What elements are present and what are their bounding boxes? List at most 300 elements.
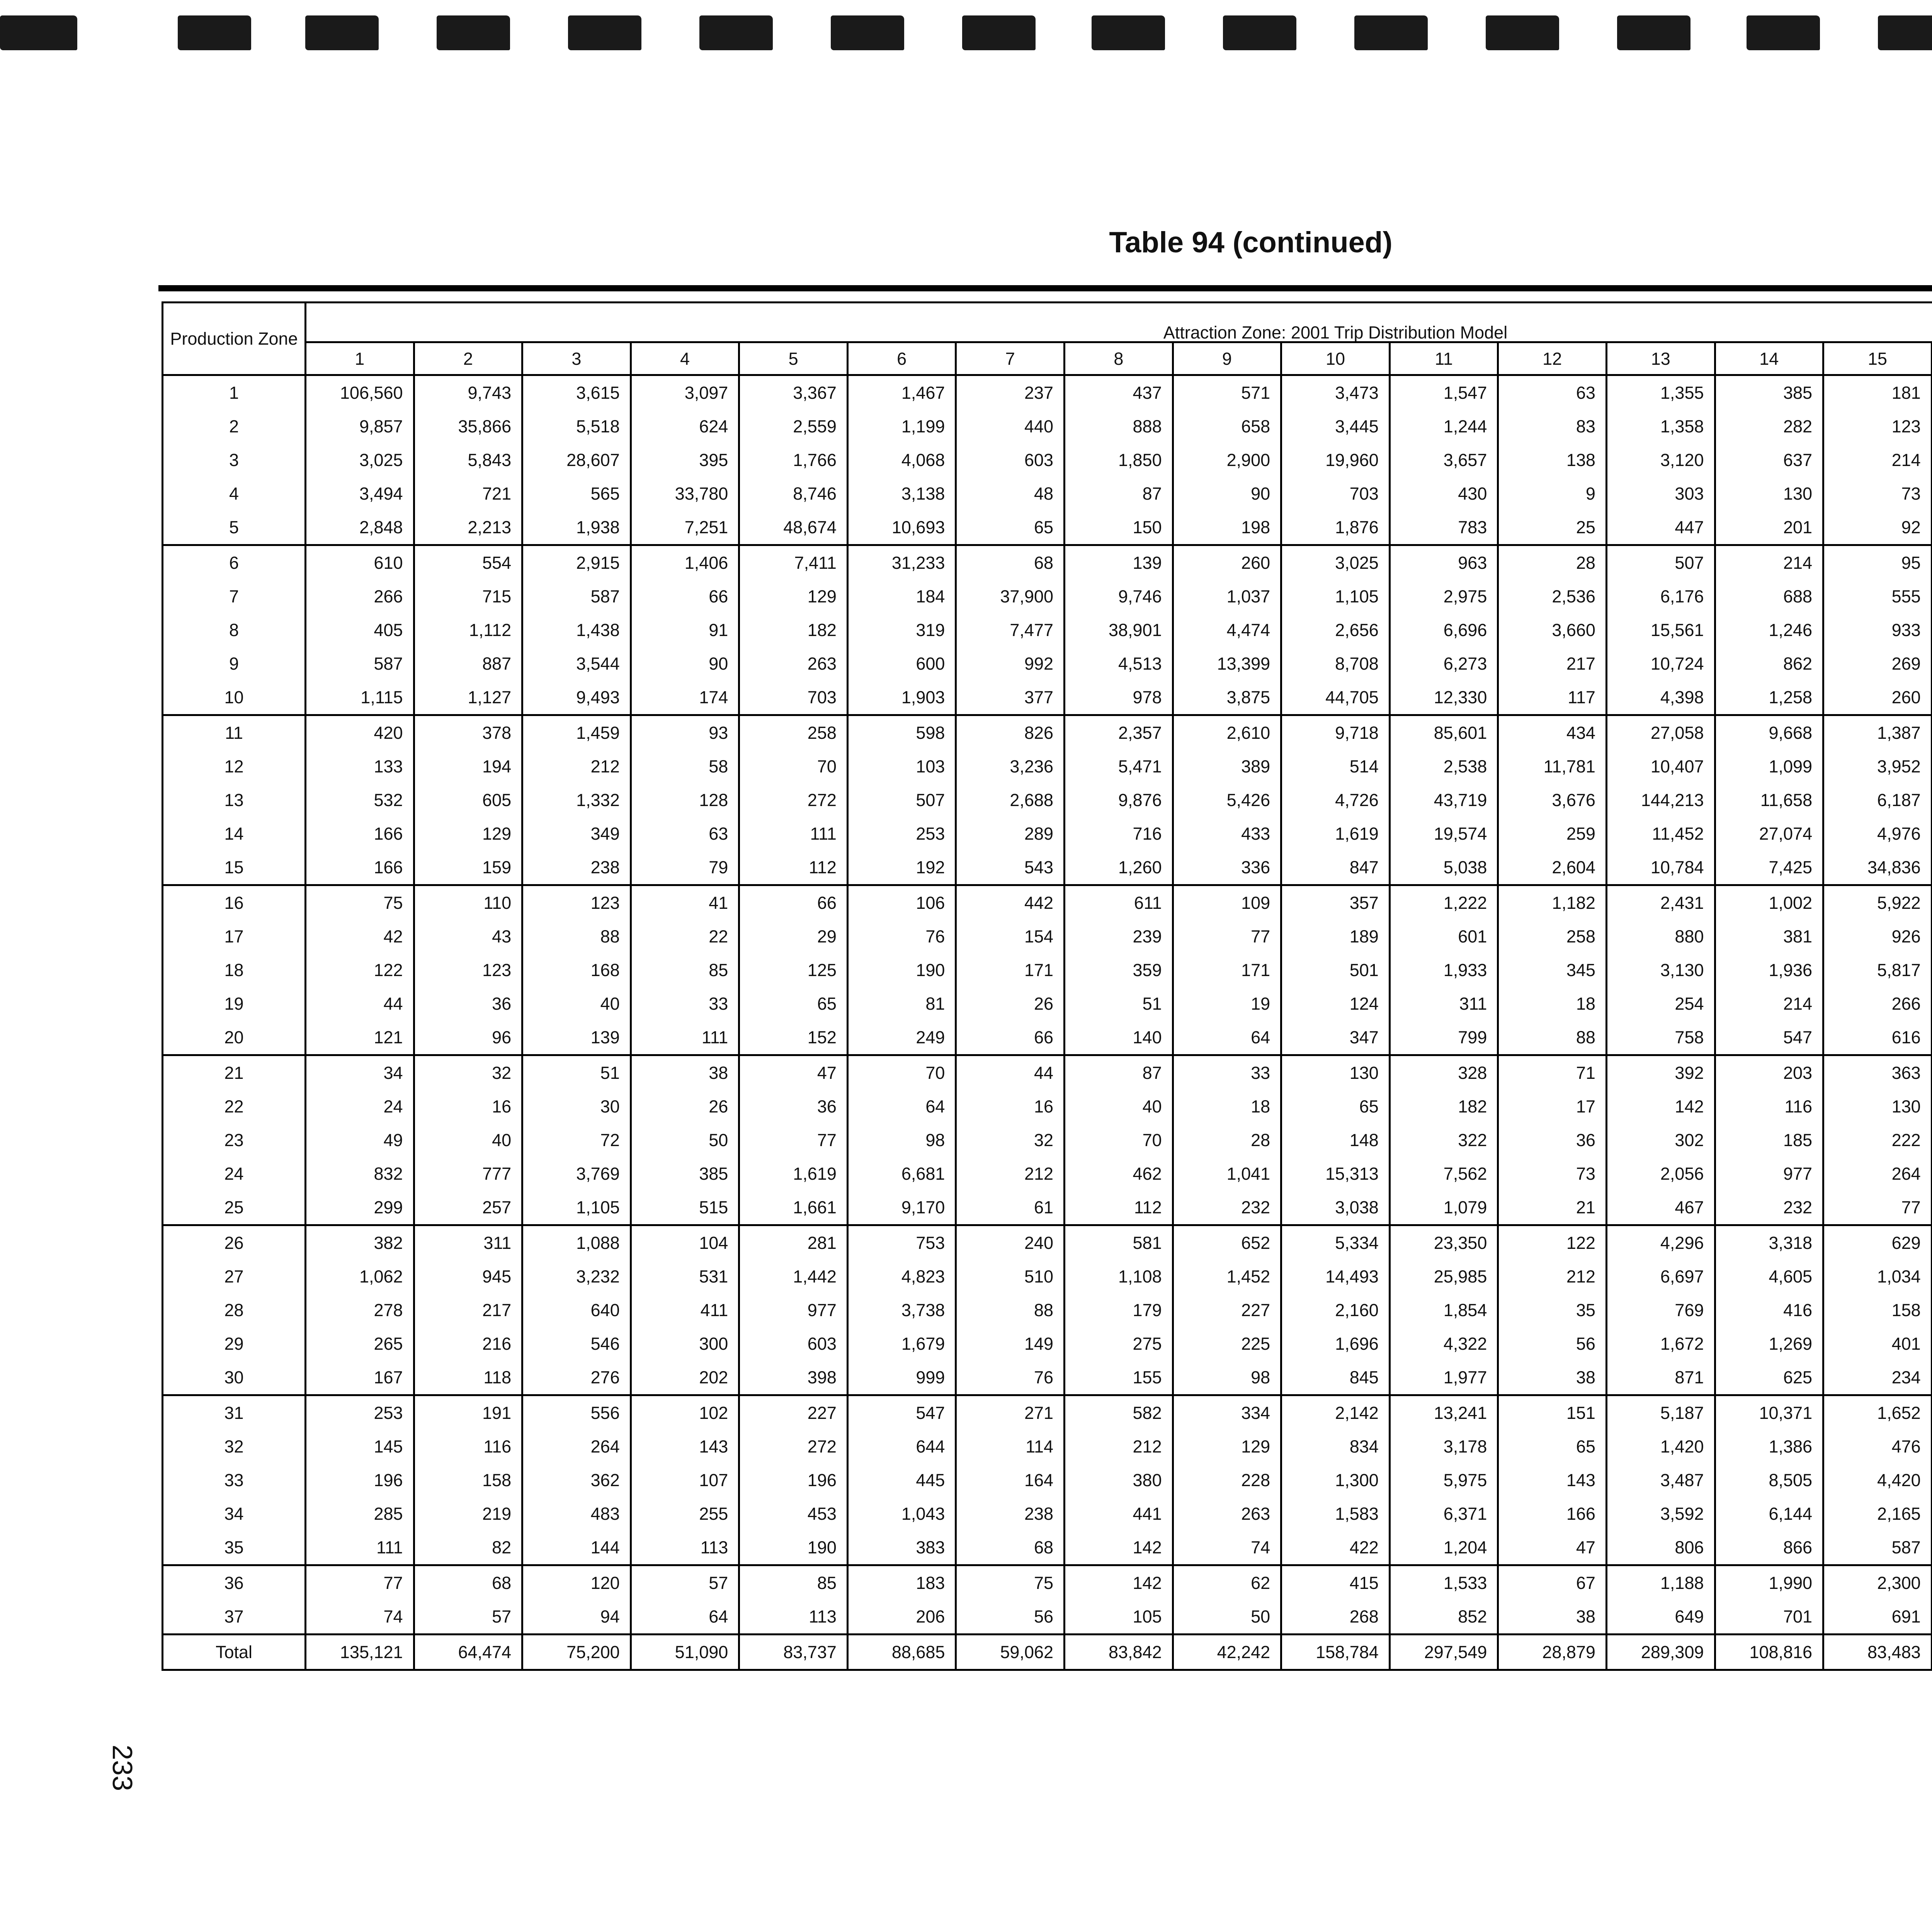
trip-count-cell: 1,041 <box>1173 1157 1281 1191</box>
trip-count-cell: 33 <box>1173 1055 1281 1090</box>
binding-hole <box>1878 15 1932 50</box>
trip-count-cell: 171 <box>956 953 1065 987</box>
table-row <box>163 1395 1932 1430</box>
trip-count-cell: 94 <box>522 1600 631 1635</box>
trip-count-cell: 1,696 <box>1281 1327 1390 1361</box>
table-row <box>163 1225 1932 1260</box>
trip-count-cell: 17 <box>1498 1090 1607 1123</box>
trip-count-cell: 48,674 <box>739 510 848 545</box>
trip-count-cell: 385 <box>631 1157 739 1191</box>
table-row <box>163 885 1932 920</box>
trip-count-cell: 1,467 <box>847 375 956 410</box>
trip-count-cell: 57 <box>414 1600 522 1635</box>
trip-count-cell: 166 <box>306 850 414 885</box>
trip-count-cell: 3,660 <box>1498 613 1607 647</box>
table-row <box>163 1260 1932 1293</box>
trip-count-cell: 6,371 <box>1389 1497 1498 1531</box>
trip-count-cell: 50 <box>631 1123 739 1157</box>
trip-count-cell: 4,726 <box>1281 783 1390 817</box>
trip-count-cell: 154 <box>956 920 1065 953</box>
trip-count-cell: 258 <box>1498 920 1607 953</box>
production-zone-cell: 33 <box>163 1463 306 1497</box>
table-row <box>163 1090 1932 1123</box>
trip-count-cell: 184 <box>847 580 956 613</box>
trip-count-cell: 381 <box>1715 920 1823 953</box>
trip-count-cell: 68 <box>956 545 1065 580</box>
trip-count-cell: 10,784 <box>1606 850 1715 885</box>
trip-count-cell: 73 <box>1823 477 1932 510</box>
trip-count-cell: 14,493 <box>1281 1260 1390 1293</box>
trip-count-cell: 32 <box>956 1123 1065 1157</box>
trip-count-cell: 1,099 <box>1715 750 1823 783</box>
trip-count-cell: 88 <box>1498 1021 1607 1055</box>
trip-count-cell: 35 <box>1498 1293 1607 1327</box>
table-row <box>163 375 1932 410</box>
trip-count-cell: 3,120 <box>1606 443 1715 477</box>
column-header: 13 <box>1606 342 1715 375</box>
trip-count-cell: 13,399 <box>1173 647 1281 680</box>
trip-count-cell: 703 <box>739 680 848 715</box>
column-header: 7 <box>956 342 1065 375</box>
trip-count-cell: 1,619 <box>1281 817 1390 850</box>
trip-count-cell: 29 <box>739 920 848 953</box>
trip-count-cell: 1,105 <box>1281 580 1390 613</box>
trip-count-cell: 311 <box>1389 987 1498 1021</box>
trip-count-cell: 380 <box>1065 1463 1173 1497</box>
trip-count-cell: 285 <box>306 1497 414 1531</box>
trip-count-cell: 96 <box>414 1021 522 1055</box>
trip-count-cell: 4,420 <box>1823 1463 1932 1497</box>
trip-count-cell: 61 <box>956 1191 1065 1225</box>
table-row <box>163 1565 1932 1600</box>
trip-count-cell: 91 <box>631 613 739 647</box>
trip-count-cell: 637 <box>1715 443 1823 477</box>
trip-count-cell: 25 <box>1498 510 1607 545</box>
trip-count-cell: 445 <box>847 1463 956 1497</box>
trip-count-cell: 1,260 <box>1065 850 1173 885</box>
trip-count-cell: 600 <box>847 647 956 680</box>
trip-count-cell: 1,199 <box>847 410 956 443</box>
trip-count-cell: 1,062 <box>306 1260 414 1293</box>
trip-count-cell: 24 <box>306 1090 414 1123</box>
trip-count-cell: 806 <box>1606 1531 1715 1565</box>
trip-count-cell: 2,915 <box>522 545 631 580</box>
trip-count-cell: 6,681 <box>847 1157 956 1191</box>
column-header: 1 <box>306 342 414 375</box>
trip-count-cell: 753 <box>847 1225 956 1260</box>
trip-count-cell: 601 <box>1389 920 1498 953</box>
trip-count-cell: 271 <box>956 1395 1065 1430</box>
trip-count-cell: 179 <box>1065 1293 1173 1327</box>
trip-count-cell: 546 <box>522 1327 631 1361</box>
trip-count-cell: 71 <box>1498 1055 1607 1090</box>
trip-count-cell: 258 <box>739 715 848 750</box>
table-row <box>163 510 1932 545</box>
trip-count-cell: 264 <box>1823 1157 1932 1191</box>
column-header: 6 <box>847 342 956 375</box>
trip-count-cell: 467 <box>1606 1191 1715 1225</box>
trip-count-cell: 129 <box>414 817 522 850</box>
trip-count-cell: 462 <box>1065 1157 1173 1191</box>
trip-count-cell: 90 <box>1173 477 1281 510</box>
trip-count-cell: 10,407 <box>1606 750 1715 783</box>
trip-count-cell: 196 <box>306 1463 414 1497</box>
trip-count-cell: 225 <box>1173 1327 1281 1361</box>
production-zone-cell: 11 <box>163 715 306 750</box>
trip-count-cell: 185 <box>1715 1123 1823 1157</box>
trip-count-cell: 18 <box>1173 1090 1281 1123</box>
column-header: 10 <box>1281 342 1390 375</box>
trip-count-cell: 1,115 <box>306 680 414 715</box>
total-cell: 59,062 <box>956 1635 1065 1670</box>
production-zone-cell: 7 <box>163 580 306 613</box>
trip-count-cell: 64 <box>631 1600 739 1635</box>
trip-count-cell: 289 <box>956 817 1065 850</box>
trip-count-cell: 2,604 <box>1498 850 1607 885</box>
trip-count-cell: 58 <box>631 750 739 783</box>
production-zone-cell: 26 <box>163 1225 306 1260</box>
trip-count-cell: 349 <box>522 817 631 850</box>
trip-count-cell: 871 <box>1606 1361 1715 1395</box>
trip-count-cell: 1,043 <box>847 1497 956 1531</box>
trip-count-cell: 10,724 <box>1606 647 1715 680</box>
trip-count-cell: 102 <box>631 1395 739 1430</box>
trip-count-cell: 265 <box>306 1327 414 1361</box>
trip-count-cell: 4,823 <box>847 1260 956 1293</box>
trip-count-cell: 198 <box>1173 510 1281 545</box>
total-cell: 108,816 <box>1715 1635 1823 1670</box>
trip-count-cell: 5,922 <box>1823 885 1932 920</box>
trip-count-cell: 300 <box>631 1327 739 1361</box>
production-zone-header: Production Zone <box>163 303 306 375</box>
column-header: 4 <box>631 342 739 375</box>
trip-count-cell: 212 <box>522 750 631 783</box>
trip-count-cell: 16 <box>414 1090 522 1123</box>
trip-count-cell: 357 <box>1281 885 1390 920</box>
table-row <box>163 410 1932 443</box>
trip-count-cell: 111 <box>631 1021 739 1055</box>
trip-count-cell: 5,975 <box>1389 1463 1498 1497</box>
trip-count-cell: 336 <box>1173 850 1281 885</box>
trip-count-cell: 640 <box>522 1293 631 1327</box>
trip-count-cell: 227 <box>1173 1293 1281 1327</box>
table-body <box>163 375 1932 1670</box>
trip-count-cell: 1,108 <box>1065 1260 1173 1293</box>
trip-count-cell: 447 <box>1606 510 1715 545</box>
trip-count-cell: 253 <box>847 817 956 850</box>
trip-count-cell: 219 <box>414 1497 522 1531</box>
trip-count-cell: 1,188 <box>1606 1565 1715 1600</box>
trip-count-cell: 992 <box>956 647 1065 680</box>
trip-count-cell: 27,058 <box>1606 715 1715 750</box>
trip-count-cell: 11,658 <box>1715 783 1823 817</box>
trip-count-cell: 1,977 <box>1389 1361 1498 1395</box>
trip-count-cell: 777 <box>414 1157 522 1191</box>
trip-count-cell: 107 <box>631 1463 739 1497</box>
trip-count-cell: 85,601 <box>1389 715 1498 750</box>
trip-count-cell: 1,204 <box>1389 1531 1498 1565</box>
trip-count-cell: 483 <box>522 1497 631 1531</box>
trip-count-cell: 7,425 <box>1715 850 1823 885</box>
trip-count-cell: 587 <box>306 647 414 680</box>
trip-count-cell: 77 <box>739 1123 848 1157</box>
trip-count-cell: 3,318 <box>1715 1225 1823 1260</box>
trip-count-cell: 257 <box>414 1191 522 1225</box>
trip-count-cell: 1,406 <box>631 545 739 580</box>
production-zone-cell: 13 <box>163 783 306 817</box>
trip-count-cell: 2,848 <box>306 510 414 545</box>
trip-count-cell: 281 <box>739 1225 848 1260</box>
trip-count-cell: 158 <box>1823 1293 1932 1327</box>
trip-count-cell: 383 <box>847 1531 956 1565</box>
column-header: 2 <box>414 342 522 375</box>
trip-count-cell: 9,746 <box>1065 580 1173 613</box>
trip-count-cell: 74 <box>1173 1531 1281 1565</box>
trip-count-cell: 21 <box>1498 1191 1607 1225</box>
trip-count-cell: 183 <box>847 1565 956 1600</box>
trip-distribution-table <box>162 301 1932 1671</box>
trip-count-cell: 1,459 <box>522 715 631 750</box>
total-cell: 88,685 <box>847 1635 956 1670</box>
table-row <box>163 920 1932 953</box>
table-row <box>163 1123 1932 1157</box>
trip-count-cell: 103 <box>847 750 956 783</box>
trip-count-cell: 237 <box>956 375 1065 410</box>
trip-count-cell: 547 <box>847 1395 956 1430</box>
trip-count-cell: 124 <box>1281 987 1390 1021</box>
trip-count-cell: 6,176 <box>1606 580 1715 613</box>
table-row <box>163 1463 1932 1497</box>
trip-count-cell: 9,493 <box>522 680 631 715</box>
trip-count-cell: 3,025 <box>1281 545 1390 580</box>
trip-count-cell: 191 <box>414 1395 522 1430</box>
trip-count-cell: 1,438 <box>522 613 631 647</box>
production-zone-cell: 15 <box>163 850 306 885</box>
table-row <box>163 1191 1932 1225</box>
trip-count-cell: 658 <box>1173 410 1281 443</box>
table-row <box>163 1157 1932 1191</box>
trip-count-cell: 703 <box>1281 477 1390 510</box>
trip-count-cell: 691 <box>1823 1600 1932 1635</box>
trip-count-cell: 603 <box>956 443 1065 477</box>
trip-count-cell: 1,990 <box>1715 1565 1823 1600</box>
trip-count-cell: 1,222 <box>1389 885 1498 920</box>
trip-count-cell: 7,251 <box>631 510 739 545</box>
trip-count-cell: 624 <box>631 410 739 443</box>
production-zone-cell: 1 <box>163 375 306 410</box>
production-zone-cell: 9 <box>163 647 306 680</box>
trip-count-cell: 266 <box>1823 987 1932 1021</box>
production-zone-cell: 23 <box>163 1123 306 1157</box>
trip-count-cell: 259 <box>1498 817 1607 850</box>
trip-count-cell: 33 <box>631 987 739 1021</box>
trip-count-cell: 571 <box>1173 375 1281 410</box>
trip-count-cell: 44 <box>956 1055 1065 1090</box>
trip-count-cell: 415 <box>1281 1565 1390 1600</box>
trip-count-cell: 420 <box>306 715 414 750</box>
trip-count-cell: 4,605 <box>1715 1260 1823 1293</box>
trip-count-cell: 142 <box>1606 1090 1715 1123</box>
trip-count-cell: 3,097 <box>631 375 739 410</box>
trip-count-cell: 234 <box>1823 1361 1932 1395</box>
production-zone-cell: 18 <box>163 953 306 987</box>
table-row <box>163 613 1932 647</box>
trip-count-cell: 945 <box>414 1260 522 1293</box>
trip-count-cell: 217 <box>414 1293 522 1327</box>
trip-count-cell: 610 <box>306 545 414 580</box>
trip-count-cell: 87 <box>1065 477 1173 510</box>
trip-count-cell: 5,334 <box>1281 1225 1390 1260</box>
table-row <box>163 1021 1932 1055</box>
trip-count-cell: 88 <box>956 1293 1065 1327</box>
trip-count-cell: 7,477 <box>956 613 1065 647</box>
trip-count-cell: 5,426 <box>1173 783 1281 817</box>
table-row <box>163 1055 1932 1090</box>
trip-count-cell: 49 <box>306 1123 414 1157</box>
trip-count-cell: 81 <box>847 987 956 1021</box>
production-zone-cell: 2 <box>163 410 306 443</box>
production-zone-cell: 31 <box>163 1395 306 1430</box>
trip-count-cell: 13,241 <box>1389 1395 1498 1430</box>
trip-count-cell: 716 <box>1065 817 1173 850</box>
trip-count-cell: 129 <box>739 580 848 613</box>
trip-count-cell: 382 <box>306 1225 414 1260</box>
trip-count-cell: 826 <box>956 715 1065 750</box>
trip-count-cell: 1,547 <box>1389 375 1498 410</box>
title-rule <box>158 285 1932 291</box>
trip-count-cell: 77 <box>1823 1191 1932 1225</box>
production-zone-cell: 24 <box>163 1157 306 1191</box>
trip-count-cell: 77 <box>1173 920 1281 953</box>
trip-count-cell: 5,038 <box>1389 850 1498 885</box>
trip-count-cell: 263 <box>739 647 848 680</box>
trip-count-cell: 201 <box>1715 510 1823 545</box>
trip-count-cell: 18 <box>1498 987 1607 1021</box>
table-row <box>163 817 1932 850</box>
trip-count-cell: 51 <box>1065 987 1173 1021</box>
trip-count-cell: 63 <box>1498 375 1607 410</box>
trip-count-cell: 28 <box>1173 1123 1281 1157</box>
trip-count-cell: 430 <box>1389 477 1498 510</box>
trip-count-cell: 113 <box>631 1531 739 1565</box>
trip-count-cell: 5,471 <box>1065 750 1173 783</box>
trip-count-cell: 64 <box>847 1090 956 1123</box>
trip-count-cell: 116 <box>414 1430 522 1463</box>
trip-count-cell: 194 <box>414 750 522 783</box>
trip-count-cell: 1,034 <box>1823 1260 1932 1293</box>
trip-count-cell: 139 <box>1065 545 1173 580</box>
table-row <box>163 783 1932 817</box>
trip-count-cell: 33,780 <box>631 477 739 510</box>
trip-count-cell: 1,679 <box>847 1327 956 1361</box>
trip-count-cell: 1,182 <box>1498 885 1607 920</box>
binding-hole <box>1617 15 1690 50</box>
trip-count-cell: 43 <box>414 920 522 953</box>
trip-count-cell: 476 <box>1823 1430 1932 1463</box>
trip-count-cell: 1,127 <box>414 680 522 715</box>
trip-count-cell: 116 <box>1715 1090 1823 1123</box>
trip-count-cell: 264 <box>522 1430 631 1463</box>
production-zone-cell: 3 <box>163 443 306 477</box>
trip-count-cell: 254 <box>1606 987 1715 1021</box>
table-row <box>163 1361 1932 1395</box>
trip-count-cell: 1,854 <box>1389 1293 1498 1327</box>
production-zone-cell: 17 <box>163 920 306 953</box>
binding-holes-strip <box>0 15 1932 58</box>
trip-count-cell: 510 <box>956 1260 1065 1293</box>
trip-count-cell: 110 <box>414 885 522 920</box>
trip-count-cell: 144 <box>522 1531 631 1565</box>
trip-count-cell: 1,420 <box>1606 1430 1715 1463</box>
table-title: Table 94 (continued) <box>1109 226 1393 259</box>
trip-count-cell: 2,656 <box>1281 613 1390 647</box>
trip-count-cell: 67 <box>1498 1565 1607 1600</box>
trip-count-cell: 113 <box>739 1600 848 1635</box>
trip-count-cell: 3,952 <box>1823 750 1932 783</box>
attraction-zone-header: Attraction Zone: 2001 Trip Distribution Model <box>306 303 1932 342</box>
trip-count-cell: 85 <box>631 953 739 987</box>
trip-count-cell: 8,505 <box>1715 1463 1823 1497</box>
trip-count-cell: 398 <box>739 1361 848 1395</box>
trip-count-cell: 31,233 <box>847 545 956 580</box>
total-cell: 83,483 <box>1823 1635 1932 1670</box>
trip-count-cell: 514 <box>1281 750 1390 783</box>
trip-count-cell: 2,056 <box>1606 1157 1715 1191</box>
trip-count-cell: 151 <box>1498 1395 1607 1430</box>
trip-count-cell: 11,452 <box>1606 817 1715 850</box>
production-zone-cell: 19 <box>163 987 306 1021</box>
trip-count-cell: 16 <box>956 1090 1065 1123</box>
trip-count-cell: 6,187 <box>1823 783 1932 817</box>
trip-count-cell: 416 <box>1715 1293 1823 1327</box>
trip-count-cell: 36 <box>414 987 522 1021</box>
trip-count-cell: 19 <box>1173 987 1281 1021</box>
trip-count-cell: 1,903 <box>847 680 956 715</box>
trip-count-cell: 299 <box>306 1191 414 1225</box>
trip-count-cell: 70 <box>1065 1123 1173 1157</box>
trip-count-cell: 282 <box>1715 410 1823 443</box>
trip-count-cell: 1,386 <box>1715 1430 1823 1463</box>
production-zone-cell: 30 <box>163 1361 306 1395</box>
trip-count-cell: 1,112 <box>414 613 522 647</box>
column-header-row <box>163 342 1932 375</box>
trip-count-cell: 41 <box>631 885 739 920</box>
trip-count-cell: 25,985 <box>1389 1260 1498 1293</box>
trip-count-cell: 27,074 <box>1715 817 1823 850</box>
binding-hole <box>568 15 641 50</box>
trip-count-cell: 616 <box>1823 1021 1932 1055</box>
trip-count-cell: 122 <box>1498 1225 1607 1260</box>
trip-count-cell: 93 <box>631 715 739 750</box>
trip-count-cell: 181 <box>1823 375 1932 410</box>
trip-count-cell: 422 <box>1281 1531 1390 1565</box>
trip-count-cell: 405 <box>306 613 414 647</box>
trip-count-cell: 82 <box>414 1531 522 1565</box>
production-zone-cell: 5 <box>163 510 306 545</box>
trip-count-cell: 138 <box>1498 443 1607 477</box>
total-cell: 28,879 <box>1498 1635 1607 1670</box>
trip-count-cell: 255 <box>631 1497 739 1531</box>
trip-count-cell: 68 <box>956 1531 1065 1565</box>
trip-count-cell: 3,025 <box>306 443 414 477</box>
table-row <box>163 1293 1932 1327</box>
trip-count-cell: 6,273 <box>1389 647 1498 680</box>
production-zone-cell: 14 <box>163 817 306 850</box>
trip-count-cell: 441 <box>1065 1497 1173 1531</box>
column-header: 8 <box>1065 342 1173 375</box>
trip-count-cell: 1,661 <box>739 1191 848 1225</box>
trip-count-cell: 66 <box>631 580 739 613</box>
